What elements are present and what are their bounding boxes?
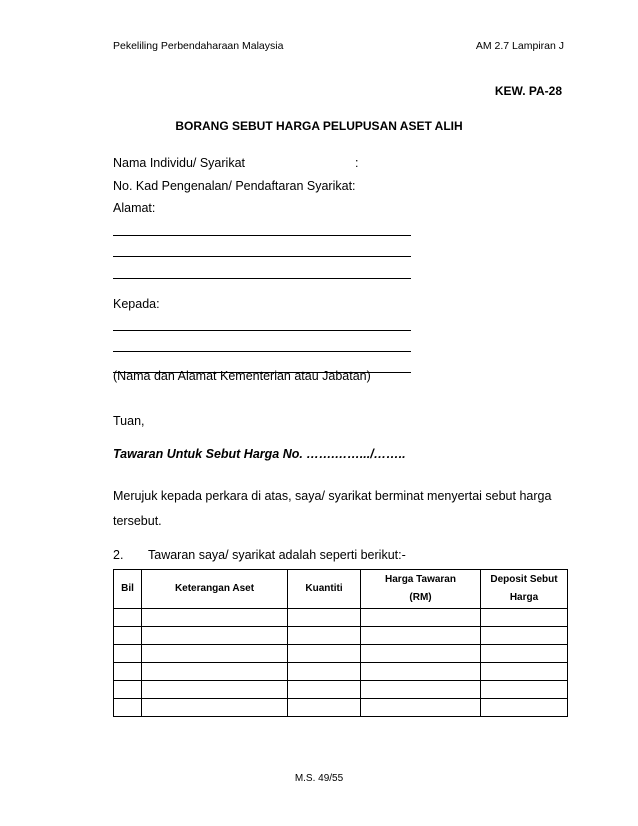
paragraph-2-number: 2. bbox=[113, 548, 124, 562]
table-row bbox=[114, 681, 568, 699]
cell-deposit-sebut-harga[interactable] bbox=[481, 663, 568, 681]
form-title: BORANG SEBUT HARGA PELUPUSAN ASET ALIH bbox=[175, 119, 463, 133]
paragraph-1-line-2: tersebut. bbox=[113, 514, 162, 528]
table-row bbox=[114, 663, 568, 681]
subject-line: Tawaran Untuk Sebut Harga No. …….…….../…….. bbox=[113, 447, 406, 461]
cell-harga-tawaran[interactable] bbox=[361, 609, 481, 627]
cell-kuantiti[interactable] bbox=[288, 663, 361, 681]
alamat-label: Alamat: bbox=[113, 201, 156, 215]
cell-harga-tawaran[interactable] bbox=[361, 699, 481, 717]
no-kad-label: No. Kad Pengenalan/ Pendaftaran Syarikat: bbox=[113, 179, 356, 193]
nama-label: Nama Individu/ Syarikat bbox=[113, 156, 246, 170]
alamat-line-2[interactable] bbox=[113, 256, 411, 257]
cell-bil[interactable] bbox=[114, 663, 142, 681]
alamat-line-3[interactable] bbox=[113, 278, 411, 279]
cell-deposit-sebut-harga[interactable] bbox=[481, 609, 568, 627]
header-keterangan-aset: Keterangan Aset bbox=[142, 570, 288, 609]
cell-bil[interactable] bbox=[114, 699, 142, 717]
cell-bil[interactable] bbox=[114, 681, 142, 699]
cell-keterangan-aset[interactable] bbox=[142, 645, 288, 663]
nama-colon: : bbox=[355, 156, 359, 170]
cell-keterangan-aset[interactable] bbox=[142, 663, 288, 681]
cell-harga-tawaran[interactable] bbox=[361, 663, 481, 681]
header-deposit-sebut-harga: Deposit Sebut Harga bbox=[481, 570, 568, 609]
header-kuantiti: Kuantiti bbox=[288, 570, 361, 609]
salutation: Tuan, bbox=[113, 414, 145, 428]
kepada-line-1[interactable] bbox=[113, 330, 411, 331]
header-right: AM 2.7 Lampiran J bbox=[475, 40, 564, 52]
cell-keterangan-aset[interactable] bbox=[142, 699, 288, 717]
form-code: KEW. PA-28 bbox=[494, 84, 562, 98]
cell-kuantiti[interactable] bbox=[288, 627, 361, 645]
cell-keterangan-aset[interactable] bbox=[142, 609, 288, 627]
page-number: M.S. 49/55 bbox=[294, 773, 344, 784]
cell-kuantiti[interactable] bbox=[288, 699, 361, 717]
kepada-line-2[interactable] bbox=[113, 351, 411, 352]
paragraph-1-line-1: Merujuk kepada perkara di atas, saya/ syarikat berminat menyertai sebut harga bbox=[113, 489, 552, 503]
asset-offer-table bbox=[113, 569, 568, 717]
cell-deposit-sebut-harga[interactable] bbox=[481, 627, 568, 645]
cell-deposit-sebut-harga[interactable] bbox=[481, 699, 568, 717]
cell-bil[interactable] bbox=[114, 627, 142, 645]
table-row bbox=[114, 699, 568, 717]
table-row bbox=[114, 609, 568, 627]
table-row bbox=[114, 645, 568, 663]
cell-harga-tawaran[interactable] bbox=[361, 627, 481, 645]
header-bil: Bil bbox=[114, 570, 142, 609]
cell-deposit-sebut-harga[interactable] bbox=[481, 645, 568, 663]
cell-kuantiti[interactable] bbox=[288, 645, 361, 663]
cell-bil[interactable] bbox=[114, 645, 142, 663]
header-left: Pekeliling Perbendaharaan Malaysia bbox=[113, 40, 284, 52]
kepada-label: Kepada: bbox=[113, 297, 160, 311]
table-header-row bbox=[114, 570, 568, 609]
cell-bil[interactable] bbox=[114, 609, 142, 627]
cell-kuantiti[interactable] bbox=[288, 609, 361, 627]
cell-kuantiti[interactable] bbox=[288, 681, 361, 699]
table-row bbox=[114, 627, 568, 645]
nama-alamat-note: (Nama dan Alamat Kementerian atau Jabatan) bbox=[113, 369, 371, 383]
cell-keterangan-aset[interactable] bbox=[142, 627, 288, 645]
paragraph-2-text: Tawaran saya/ syarikat adalah seperti berikut:- bbox=[148, 548, 406, 562]
cell-harga-tawaran[interactable] bbox=[361, 681, 481, 699]
cell-keterangan-aset[interactable] bbox=[142, 681, 288, 699]
alamat-line-1[interactable] bbox=[113, 235, 411, 236]
header-harga-tawaran: Harga Tawaran (RM) bbox=[361, 570, 481, 609]
cell-harga-tawaran[interactable] bbox=[361, 645, 481, 663]
cell-deposit-sebut-harga[interactable] bbox=[481, 681, 568, 699]
